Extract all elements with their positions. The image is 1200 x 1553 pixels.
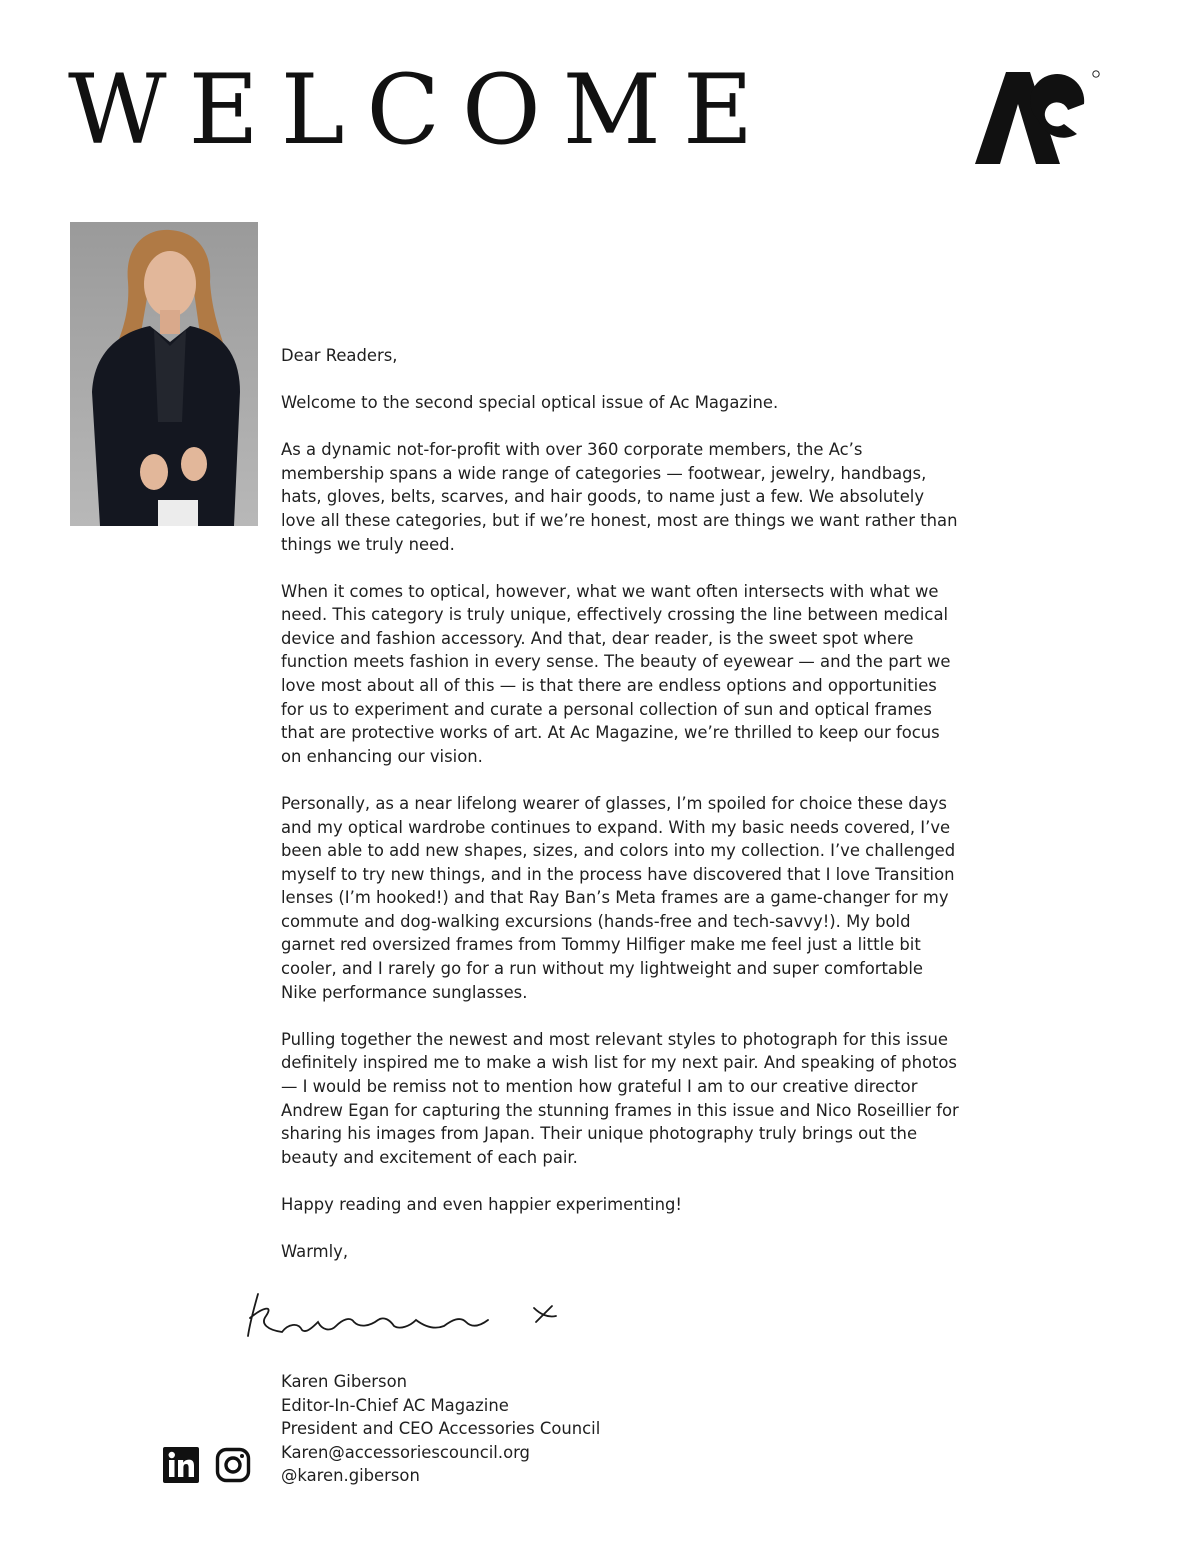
contact-handle[interactable]: @karen.giberson (281, 1466, 420, 1486)
salutation: Dear Readers, (281, 346, 398, 365)
contact-title: Editor-In-Chief AC Magazine (281, 1395, 509, 1415)
contact-email[interactable]: Karen@accessoriescouncil.org (281, 1442, 530, 1462)
letter-paragraph: As a dynamic not-for-profit with over 360 corporate members, the Ac’s membership spans a wide range of categories — footwear, jewelry, handbags, hats, gloves, belts, scarves, and hair goods, to name just a few. We absolutely love all these categories, but if we’re honest, most are things we want rather than things we truly need. (281, 440, 958, 554)
linkedin-icon[interactable] (163, 1447, 199, 1483)
letter-paragraph: Pulling together the newest and most relevant styles to photograph for this issue definitely inspired me to make a wish list for my next pair. And speaking of photos — I would be remiss not to mention how grateful I am to our creative director Andrew Egan for capturing the stunning frames in this issue and Nico Roseillier for sharing his images from Japan. Their unique photography truly brings out the beauty and excitement of each pair. (281, 1029, 959, 1167)
contact-title: President and CEO Accessories Council (281, 1419, 601, 1439)
page-title: WELCOME (68, 54, 776, 166)
ac-logo (972, 68, 1102, 168)
letter-paragraph: Personally, as a near lifelong wearer of glasses, I’m spoiled for choice these days and my optical wardrobe continues to expand. With my basic needs covered, I’ve been able to add new shapes, sizes, and colors into my collection. I’ve challenged myself to try new things, and in the process have discovered that I love Transition lenses (I’m hooked!) and that Ray Ban’s Meta frames are a game-changer for my commute and dog-walking excursions (hands-free and tech-savvy!). My bold garnet red oversized frames from Tommy Hilfiger make me feel just a little bit cooler, and I rarely go for a run without my lightweight and super comfortable Nike performance sunglasses. (281, 793, 956, 1002)
contact-block (281, 1370, 600, 1488)
handwritten-signature (244, 1286, 594, 1346)
author-photo (70, 222, 258, 526)
letter-paragraph: When it comes to optical, however, what we want often intersects with what we need. This category is truly unique, effectively crossing the line between medical device and fashion accessory. And that, dear reader, is the sweet spot where function meets fashion in every sense. The beauty of eyewear — and the part we love most about all of this — is that there are endless options and opportunities for us to experiment and curate a personal collection of sun and optical frames that are protective works of art. At Ac Magazine, we’re thrilled to keep our focus on enhancing our vision. (281, 581, 951, 766)
letter-paragraph: Happy reading and even happier experimenting! (281, 1194, 682, 1214)
social-links (163, 1446, 251, 1484)
letter-body (281, 344, 961, 1287)
letter-paragraph: Welcome to the second special optical issue of Ac Magazine. (281, 393, 779, 413)
contact-name: Karen Giberson (281, 1372, 408, 1391)
instagram-icon[interactable] (215, 1447, 251, 1483)
closing: Warmly, (281, 1241, 349, 1261)
